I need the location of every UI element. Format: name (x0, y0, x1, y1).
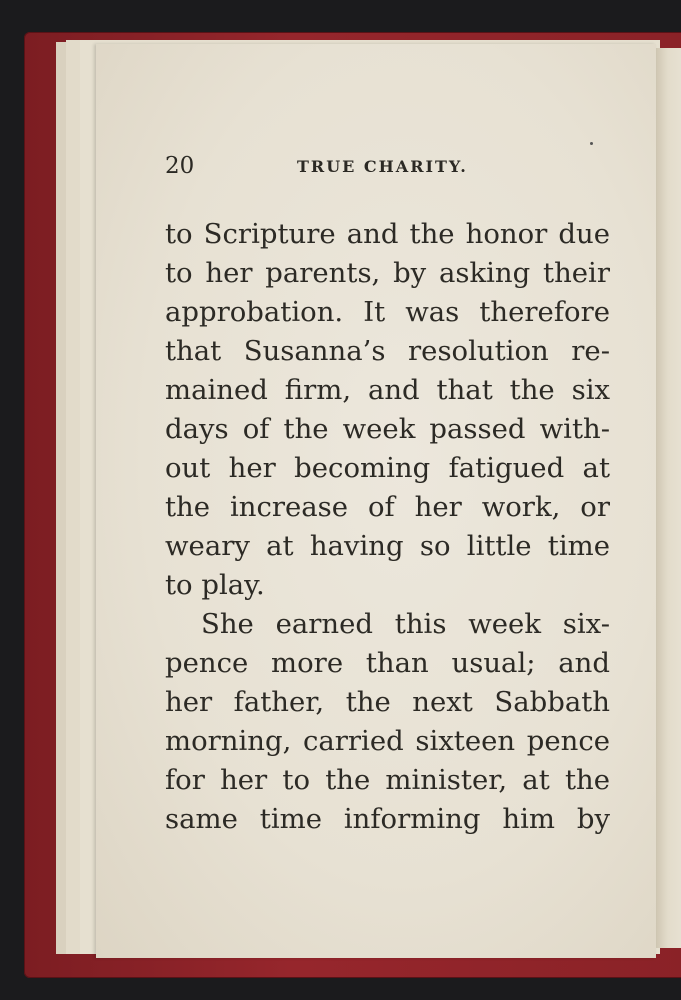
ink-speck (590, 142, 593, 145)
text-line: same time informing him by (165, 803, 610, 835)
text-line: approbation. It was therefore (165, 296, 610, 328)
text-line: morning, carried sixteen pence (165, 725, 610, 757)
page-number: 20 (165, 153, 195, 179)
text-line: that Susanna’s resolution re- (165, 335, 610, 367)
facing-page-edge (656, 48, 681, 948)
body-text (165, 215, 610, 839)
text-line: out her becoming fatigued at (165, 452, 610, 484)
text-line: for her to the minister, at the (165, 764, 610, 796)
text-line: weary at having so little time (165, 530, 610, 562)
text-line: to play. (165, 569, 265, 601)
text-line: days of the week passed with- (165, 413, 610, 445)
running-title: TRUE CHARITY. (297, 157, 468, 176)
text-line: her father, the next Sabbath (165, 686, 610, 718)
running-head (165, 150, 615, 184)
text-line: mained firm, and that the six (165, 374, 610, 406)
text-line: to her parents, by asking their (165, 257, 610, 289)
text-line: the increase of her work, or (165, 491, 610, 523)
text-line: pence more than usual; and (165, 647, 610, 679)
text-line: She earned this week six- (201, 608, 610, 640)
text-line: to Scripture and the honor due (165, 218, 610, 250)
